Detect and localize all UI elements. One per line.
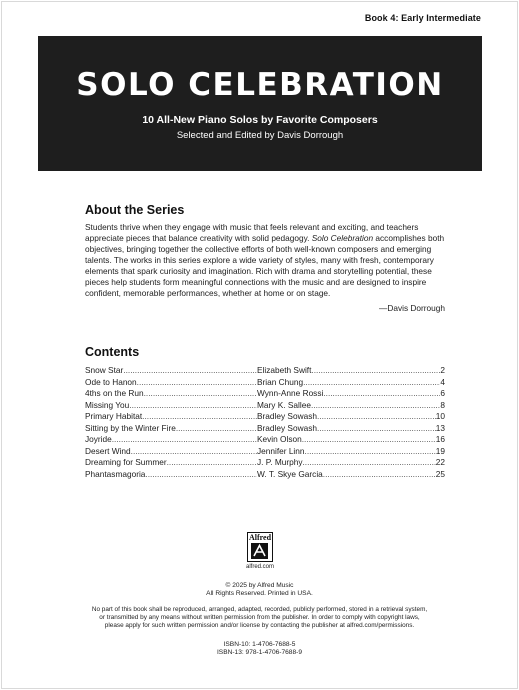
contents-composer-cell (257, 457, 445, 469)
composer-name: Bradley Sowash (257, 422, 317, 433)
dot-leader (142, 411, 257, 423)
contents-row (85, 388, 445, 400)
alfred-logo-icon (247, 532, 273, 562)
contents-row (85, 377, 445, 389)
dot-leader (317, 423, 436, 435)
contents-composer-cell (257, 400, 445, 412)
piece-title: Primary Habitat (85, 411, 143, 421)
legal-line-1: No part of this book shall be reproduced, arranged, adapted, recorded, publicly performed, stored in a retrieval system, (91, 606, 428, 613)
book-title: SOLO CELEBRATION (76, 67, 444, 103)
contents-list (85, 365, 445, 480)
piece-title: Dreaming for Summer (85, 457, 167, 467)
about-signature: —Davis Dorrough (379, 303, 445, 313)
composer-name: Wynn-Anne Rossi (257, 388, 324, 398)
isbn-block (0, 641, 519, 657)
piece-title: Ode to Hanon (85, 376, 137, 387)
composer-name: W. T. Skye Garcia (257, 468, 323, 479)
contents-composer-cell (257, 423, 445, 435)
copyright-line: © 2025 by Alfred Music (225, 582, 294, 589)
contents-composer-cell (257, 434, 445, 446)
piece-title: Missing You (85, 399, 130, 410)
composer-name: Kevin Olson (257, 434, 302, 444)
page-number: 2 (440, 365, 445, 375)
piece-title: Snow Star (85, 365, 124, 375)
dot-leader (317, 411, 436, 423)
dot-leader (311, 400, 440, 412)
dot-leader (323, 388, 440, 400)
composer-name: Jennifer Linn (257, 445, 305, 456)
about-body-part2: accomplishes both objectives, bringing together the collective efforts of both well-known composers and emerging talents. The works in this series explore a wide variety of styles, many with fresh, contemporary elements that spark curiosity and imagination. Rich with drama and storytelling potential, these pieces help students form meaningful connections with the music and are designed to inspire confident, memorable performances, whether at home or on stage. (85, 233, 445, 298)
contents-title-cell (85, 446, 257, 458)
page-number: 25 (435, 468, 445, 479)
copyright-block (0, 582, 519, 598)
logo-name: Alfred (248, 533, 272, 542)
dot-leader (145, 469, 257, 481)
contents-composer-cell (257, 365, 445, 377)
page-number: 10 (435, 411, 445, 421)
contents-heading: Contents (85, 345, 140, 359)
editor-credit: Selected and Edited by Davis Dorrough (176, 130, 344, 141)
about-section (85, 203, 445, 313)
publisher-url: alfred.com (245, 564, 274, 570)
about-heading: About the Series (85, 203, 185, 217)
dot-leader (144, 388, 257, 400)
legal-notice (40, 606, 479, 630)
book-level-label: Book 4: Early Intermediate (364, 13, 481, 23)
page-number: 6 (440, 388, 445, 398)
title-banner (38, 36, 482, 171)
dot-leader (123, 365, 257, 377)
composer-name: Bradley Sowash (257, 411, 317, 421)
dot-leader (167, 457, 257, 469)
contents-title-cell (85, 388, 257, 400)
about-body-series-name: Solo Celebration (311, 233, 374, 243)
page-number: 8 (440, 399, 445, 410)
contents-row (85, 457, 445, 469)
dot-leader (305, 446, 436, 458)
piece-title: Phantasmagoria (85, 468, 146, 479)
piece-title: 4ths on the Run (85, 388, 144, 398)
contents-row (85, 446, 445, 458)
contents-row (85, 365, 445, 377)
piece-title: Desert Wind (85, 445, 131, 456)
legal-line-3: please apply for such written permission and/or license by contacting the publisher at alfred.com/permissions. (104, 622, 415, 629)
about-body (85, 222, 445, 299)
page-number: 22 (435, 457, 445, 467)
piece-title: Joyride (85, 434, 112, 444)
about-body-part1: Students thrive when they engage with music that feels relevant and exciting, and teachers appreciate pieces that balance creativity with solid pedagogy. (85, 222, 419, 243)
contents-title-cell (85, 411, 257, 423)
contents-row (85, 469, 445, 481)
page-number: 4 (440, 376, 445, 387)
composer-name: Elizabeth Swift (257, 365, 312, 375)
contents-row (85, 411, 445, 423)
contents-row (85, 434, 445, 446)
rights-line: All Rights Reserved. Printed in USA. (206, 590, 313, 597)
contents-title-cell (85, 434, 257, 446)
contents-title-cell (85, 469, 257, 481)
composer-name: Brian Chung (257, 376, 304, 387)
legal-line-2: or transmitted by any means without written permission from the publisher. In order to comply with copyright laws, (99, 614, 420, 621)
contents-row (85, 423, 445, 435)
dot-leader (303, 457, 436, 469)
dot-leader (137, 377, 257, 389)
isbn-13: ISBN-13: 978-1-4706-7688-9 (216, 649, 303, 656)
dot-leader (303, 377, 440, 389)
book-subtitle: 10 All-New Piano Solos by Favorite Composers (142, 114, 378, 126)
contents-section (85, 345, 445, 480)
dot-leader (129, 400, 257, 412)
dot-leader (311, 365, 440, 377)
contents-title-cell (85, 377, 257, 389)
dot-leader (131, 446, 257, 458)
alfred-monogram-icon (251, 543, 268, 559)
composer-name: Mary K. Sallee (257, 399, 311, 410)
page-number: 13 (435, 422, 445, 433)
contents-title-cell (85, 365, 257, 377)
contents-composer-cell (257, 411, 445, 423)
contents-title-cell (85, 457, 257, 469)
contents-composer-cell (257, 388, 445, 400)
composer-name: J. P. Murphy (257, 457, 303, 467)
dot-leader (323, 469, 436, 481)
dot-leader (112, 434, 257, 446)
piece-title: Sitting by the Winter Fire (85, 422, 176, 433)
dot-leader (176, 423, 257, 435)
contents-row (85, 400, 445, 412)
contents-title-cell (85, 423, 257, 435)
contents-composer-cell (257, 446, 445, 458)
page-number: 16 (435, 434, 445, 444)
contents-composer-cell (257, 469, 445, 481)
contents-composer-cell (257, 377, 445, 389)
publisher-logo-block (240, 532, 280, 570)
contents-title-cell (85, 400, 257, 412)
page-number: 19 (435, 445, 445, 456)
dot-leader (302, 434, 436, 446)
isbn-10: ISBN-10: 1-4706-7688-5 (223, 641, 296, 648)
